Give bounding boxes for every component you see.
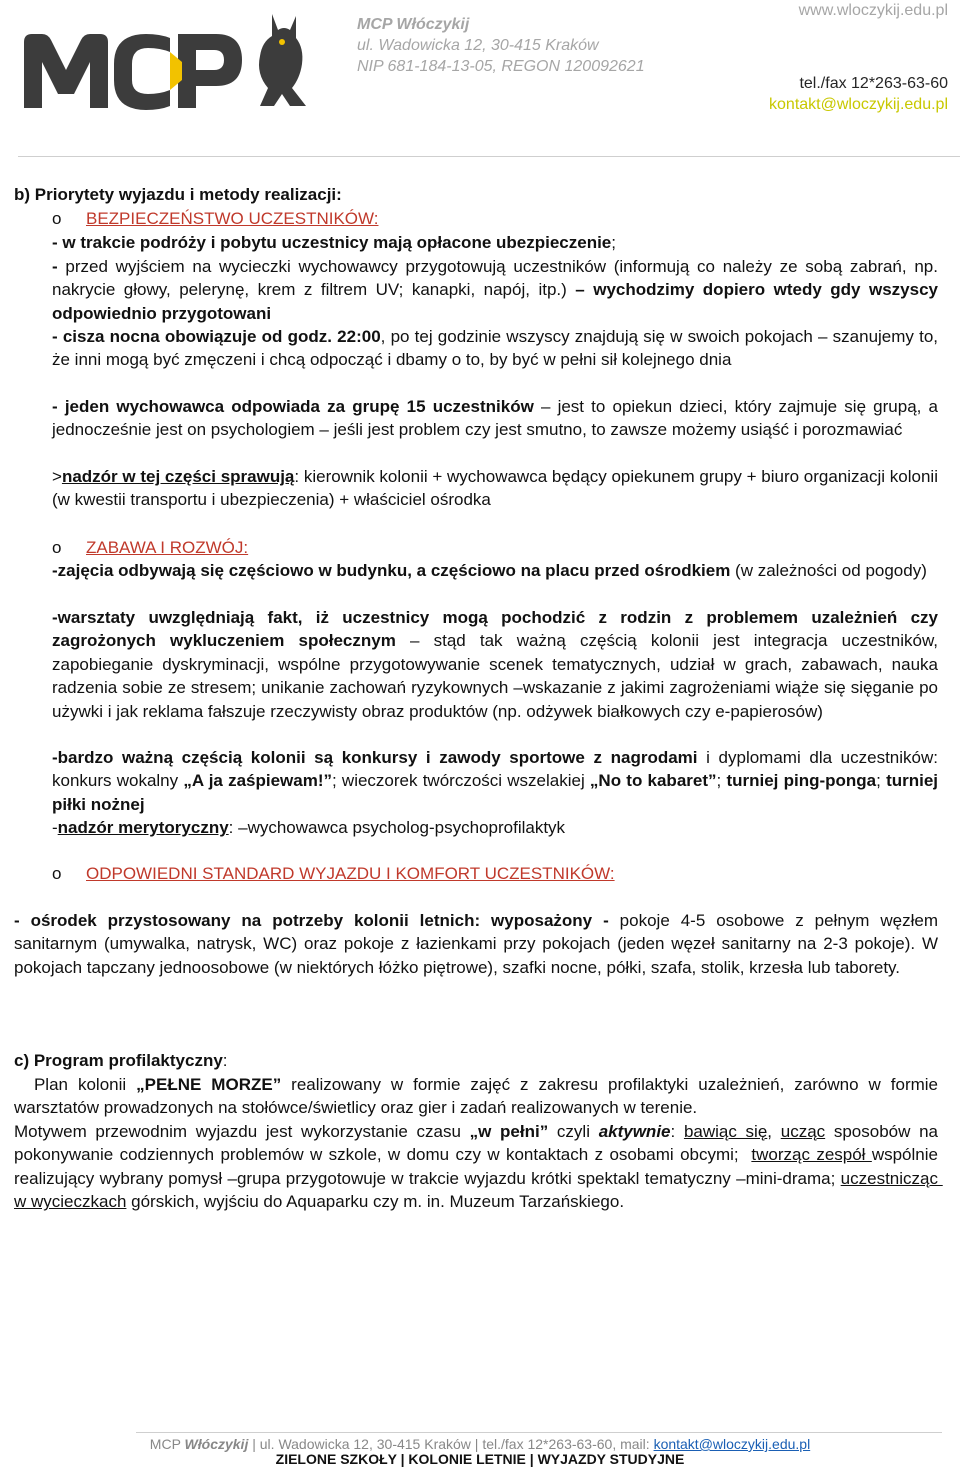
text-run: – stąd tak ważną częścią kolonii jest integracja uczestników, zapobieganie dyskryminacji, wspólne przygotowywanie scenek tematycznych, udział w grach, zabawach, nauka radzenia sobie ze stresem; unikanie zachowań ryzykownych –wskazanie z jakimi zagrożeniami wiąże się sięganie po używki i jak reklama fałszuje rzeczywisty obraz produktów (np. odżywek białkowych czy e-papierosów) — [52, 631, 939, 721]
text-run: Motywem przewodnim wyjazdu jest wykorzystanie czasu — [14, 1122, 470, 1141]
text-run: aktywnie — [598, 1122, 671, 1141]
fun-oversight — [52, 816, 938, 839]
text-run: : kierownik kolonii + wychowawca będący opiekunem grupy + biuro organizacji kolonii (w kwestii transportu i ubezpieczenia) + właściciel ośrodka — [52, 467, 938, 510]
safety-title: BEZPIECZEŃSTWO UCZESTNIKÓW: — [86, 209, 379, 228]
text-run: ; — [611, 233, 616, 252]
header-email-link[interactable]: kontakt@wloczykij.edu.pl — [769, 96, 948, 113]
safety-title-row — [52, 207, 942, 230]
footer-divider — [136, 1432, 942, 1433]
text-run: > — [52, 467, 62, 486]
text-run: turniej ping-ponga — [726, 771, 877, 791]
footer-contact: tel./fax 12*263-63-60, mail: — [482, 1436, 654, 1452]
text-run: „No to kabaret” — [589, 771, 717, 791]
footer-separator: | — [470, 1436, 483, 1452]
safety-preparation — [52, 255, 938, 325]
text-run: – jest to opiekun dzieci, który zajmuje się grupą, a jednocześnie jest on psychologiem – jeśli jest problem czy jest smutno, to zawsze możemy usiąść i porozmawiać — [52, 397, 938, 440]
header-address: ul. Wadowicka 12, 30-415 Kraków — [357, 37, 599, 54]
bullet-marker: o — [52, 538, 62, 557]
fun-title-row — [52, 536, 942, 559]
text-run: - — [52, 257, 66, 276]
footer-brand: Włóczykij — [184, 1436, 249, 1452]
text-run: realizowany w formie zajęć z zakresu profilaktyki uzależnień, zarówno w formie warsztatów prowadzonych na stołówce/świetlicy oraz gier i zadań realizowanych w terenie. — [14, 1075, 943, 1118]
text-run: : — [670, 1122, 684, 1141]
safety-curfew — [52, 325, 938, 372]
text-run: ; — [716, 771, 727, 791]
text-run: sposobów na pokonywanie codziennych problemów w szkole, w domu czy w kontaktach z osobami obcymi; — [14, 1122, 943, 1165]
text-run: czyli — [548, 1122, 599, 1141]
text-run: wspólnie realizujący wybrany pomysł –grupa przygotowuje w trakcie wyjazdu krótki spektakl tematyczny –mini-drama; — [14, 1145, 943, 1188]
text-run: górskich, wyjściu do Aquaparku czy m. in. Muzeum Tarzańskiego. — [126, 1192, 625, 1212]
footer-email-link[interactable]: kontakt@wloczykij.edu.pl — [653, 1436, 811, 1452]
text-run: : –wychowawca psycholog-psychoprofilaktyk — [228, 818, 566, 837]
mcp-logo — [20, 8, 320, 118]
text-run: „A ja zaśpiewam!” — [183, 771, 332, 791]
text-run: ucząc — [780, 1122, 826, 1141]
standard-title-row — [52, 862, 942, 885]
safety-oversight — [52, 465, 938, 512]
text-run: „PEŁNE MORZE” — [136, 1075, 282, 1094]
header-website-link[interactable]: www.wloczykij.edu.pl — [798, 2, 948, 19]
text-run: - w — [52, 233, 81, 252]
safety-supervisor — [52, 395, 938, 442]
text-run: pokoje 4-5 osobowe z pełnym węzłem sanitarnym (umywalka, natrysk, WC) oraz pokoje z łazienkami przy pokojach (jeden węzeł sanitarny na 2-3 pokoje). W pokojach tapczany jednoosobowe (w niektórych łóżko piętrowe), szafki nocne, półki, szafa, stolik, krzesła lub taborety. — [14, 911, 939, 977]
text-run: przed wyjściem na wycieczki wychowawcy przygotowują uczestników (informują co należy ze sobą zabrań, np. nakrycie głowy, pelerynę, krem z filtrem UV; kanapki, napój, itp.) — [52, 257, 938, 300]
footer-tagline: ZIELONE SZKOŁY | KOLONIE LETNIE | WYJAZDY STUDYJNE — [275, 1451, 685, 1467]
text-run: - jeden wychowawca odpowiada za grupę 15 uczestników — [52, 397, 534, 416]
text-run: bawiąc się — [683, 1122, 768, 1141]
text-run: -zajęcia odbywają się częściowo w budynku, a częściowo na placu przed ośrodkiem — [52, 561, 731, 580]
bullet-marker: o — [52, 209, 62, 228]
text-run: : — [222, 1051, 228, 1070]
text-run: - cisza nocna obowiązuje od godz. 22:00 — [52, 327, 381, 346]
text-run: - ośrodek przystosowany na potrzeby kolonii letnich: wyposażony - — [14, 911, 609, 930]
text-run: , — [767, 1122, 781, 1141]
text-run: trakcie podróży i pobytu uczestnicy mają opłacone ubezpieczenie — [80, 233, 612, 252]
text-run: c) Program profilaktyczny — [14, 1051, 223, 1070]
section-b-heading: b) Priorytety wyjazdu i metody realizacji: — [14, 185, 342, 204]
text-run: i dyplomami dla uczestników: konkurs wokalny — [52, 748, 938, 791]
standard-title: ODPOWIEDNI STANDARD WYJAZDU I KOMFORT UCZESTNIKÓW: — [86, 864, 615, 883]
header-org-info — [357, 14, 645, 77]
text-run: nadzór merytoryczny — [57, 818, 229, 837]
text-run: turniej piłki nożnej — [52, 771, 939, 814]
text-run: Plan kolonii — [14, 1075, 137, 1094]
text-run: tworząc zespół — [751, 1145, 872, 1165]
text-run: ; — [876, 771, 887, 791]
text-run: -bardzo ważną częścią kolonii są konkursy i zawody sportowe z nagrodami — [52, 748, 698, 767]
header-contact — [769, 0, 948, 115]
fun-title: ZABAWA I ROZWÓJ: — [86, 538, 249, 557]
footer-address: ul. Wadowicka 12, 30-415 Kraków — [259, 1436, 471, 1452]
section-c-heading — [14, 1049, 938, 1072]
header-phone: tel./fax 12*263-63-60 — [799, 75, 948, 92]
standard-facility — [14, 909, 938, 979]
text-run: ; wieczorek twórczości wszelakiej — [332, 771, 590, 791]
fun-location — [52, 559, 938, 582]
text-run: - — [52, 818, 58, 837]
safety-insurance — [52, 231, 938, 254]
header-divider — [18, 156, 960, 157]
fun-workshops — [52, 606, 938, 723]
bullet-marker: o — [52, 864, 62, 883]
header-org-name: MCP Włóczykij — [357, 16, 470, 33]
text-run: uczestnicząc w wycieczkach — [14, 1168, 943, 1212]
fun-competitions — [52, 746, 938, 816]
text-run: -warsztaty uwzględniają fakt, iż uczestnicy mogą pochodzić z rodzin z problemem uzależnień czy zagrożonych wykluczeniem społecznym — [52, 608, 938, 651]
header-ids: NIP 681-184-13-05, REGON 120092621 — [357, 58, 645, 75]
text-run: , po tej godzinie wszyscy znajdują się w swoich pokojach – szanujemy to, że inni mogą być zmęczeni i chcą odpocząć i dbamy o to, by być w pełni sił kolejnego dnia — [52, 327, 939, 370]
text-run: (w zależności od pogody) — [730, 561, 927, 580]
page-header — [0, 0, 960, 160]
section-c-motive — [14, 1120, 943, 1214]
footer-prefix: MCP — [149, 1436, 185, 1452]
text-run: „w pełni” — [469, 1122, 549, 1141]
footer-separator: | — [248, 1436, 260, 1452]
section-c-plan — [14, 1073, 943, 1120]
text-run: nadzór w tej części sprawują — [61, 467, 295, 486]
text-run: – wychodzimy dopiero wtedy gdy wszyscy odpowiednio przygotowani — [52, 280, 938, 323]
